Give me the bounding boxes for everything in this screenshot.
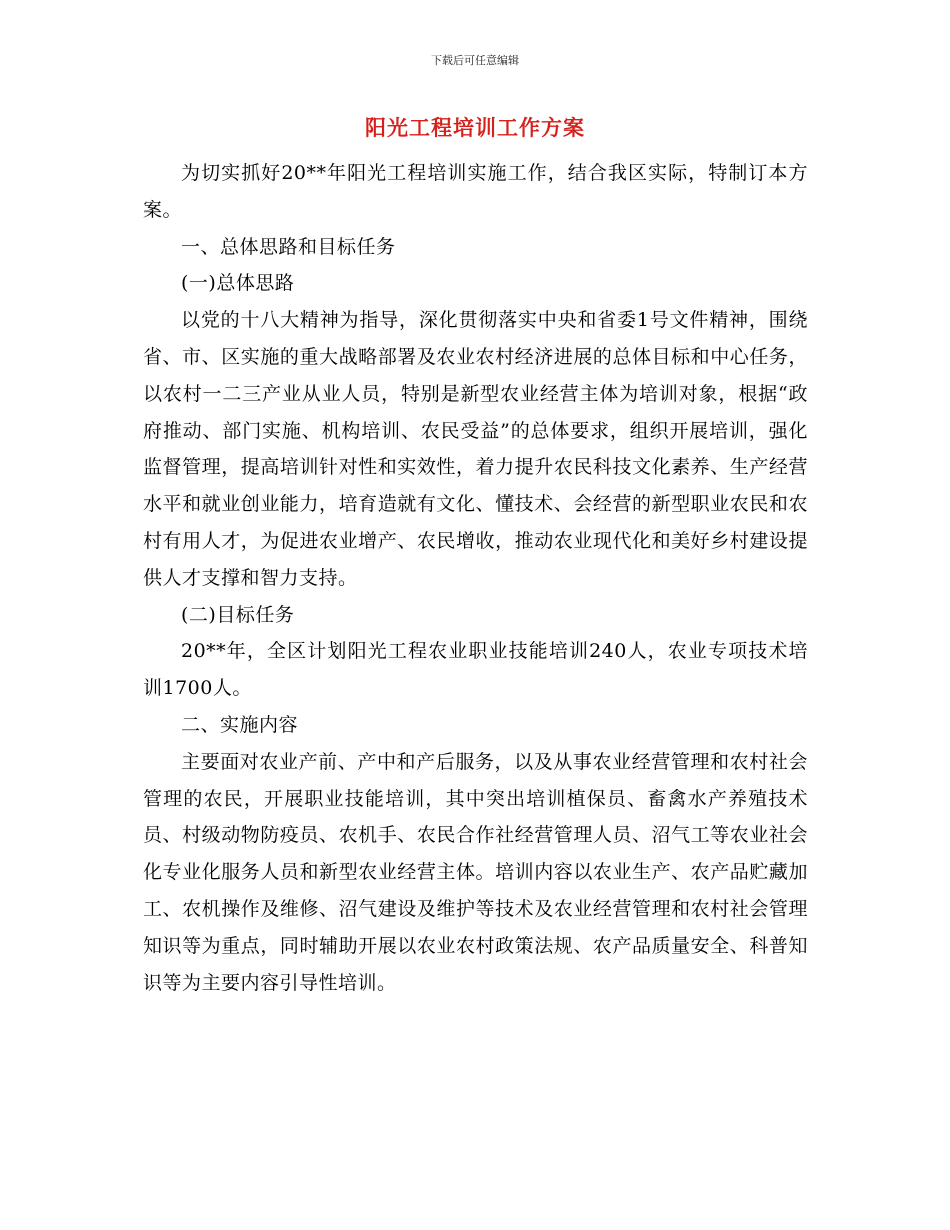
document-body (143, 155, 808, 1001)
header-note: 下载后可任意编辑 (431, 54, 519, 67)
document-title: 阳光工程培训工作方案 (365, 115, 585, 140)
subsection-heading-1: (一)总体思路 (181, 272, 295, 295)
intro-paragraph: 为切实抓好20**年阳光工程培训实施工作，结合我区实际，特制订本方案。 (143, 162, 808, 221)
section-heading-2: 二、实施内容 (181, 713, 299, 736)
body-paragraph: 主要面对农业产前、产中和产后服务，以及从事农业经营管理和农村社会管理的农民，开展职业技能培训，其中突出培训植保员、畜禽水产养殖技术员、村级动物防疫员、农机手、农民合作社经营管理人员、沼气工等农业社会化专业化服务人员和新型农业经营主体。培训内容以农业生产、农产品贮藏加工、农机操作及维修、沼气建设及维护等技术及农业经营管理和农村社会管理知识等为重点，同时辅助开展以农业农村政策法规、农产品质量安全、科普知识等为主要内容引导性培训。 (143, 750, 808, 994)
section-heading-1: 一、总体思路和目标任务 (181, 235, 396, 258)
body-paragraph: 20**年，全区计划阳光工程农业职业技能培训240人，农业专项技术培训1700人。 (143, 640, 808, 700)
subsection-heading-2: (二)目标任务 (181, 603, 295, 626)
body-paragraph: 以党的十八大精神为指导，深化贯彻落实中央和省委1号文件精神，围绕省、市、区实施的重大战略部署及农业农村经济进展的总体目标和中心任务，以农村一二三产业从业人员，特别是新型农业经营主体为培训对象，根据“政府推动、部门实施、机构培训、农民受益”的总体要求，组织开展培训，强化监督管理，提高培训针对性和实效性，着力提升农民科技文化素养、生产经营水平和就业创业能力，培育造就有文化、懂技术、会经营的新型职业农民和农村有用人才，为促进农业增产、农民增收，推动农业现代化和美好乡村建设提供人才支撑和智力支持。 (143, 309, 808, 589)
